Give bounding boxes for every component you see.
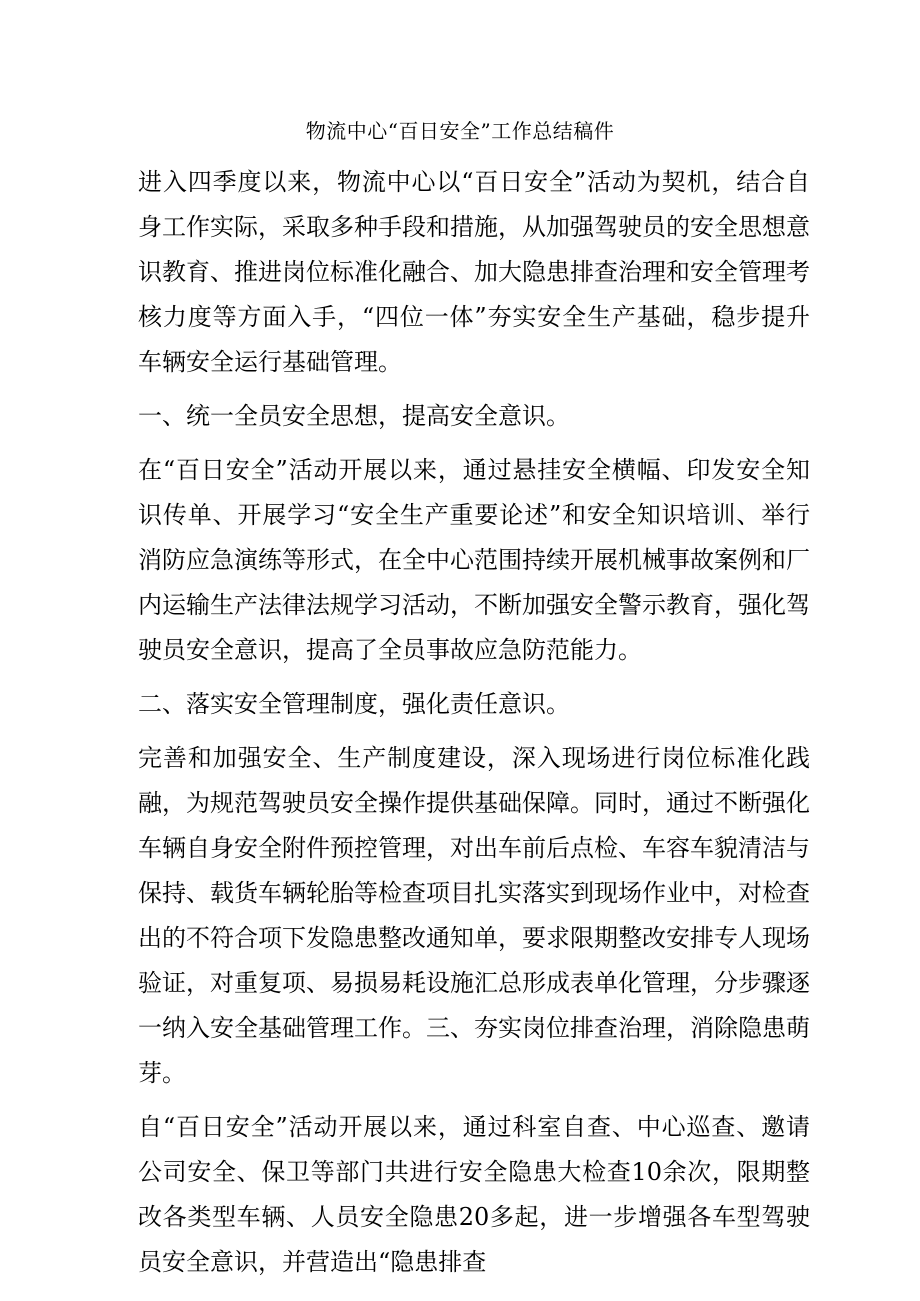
- section-heading-2: 二、落实安全管理制度，强化责任意识。: [138, 690, 570, 718]
- intro-paragraph: 进入四季度以来，物流中心以“百日安全”活动为契机，结合自身工作实际，采取多种手段和措施，从加强驾驶员的安全思想意识教育、推进岗位标准化融合、加大隐患排查治理和安全管理考核力度等方面入手，“四位一体”夯实安全生产基础，稳步提升车辆安全运行基础管理。: [138, 168, 810, 376]
- document-title: 物流中心“百日安全”工作总结稿件: [305, 119, 615, 143]
- document-body: [138, 160, 810, 1294]
- section-paragraph-3: 自“百日安全”活动开展以来，通过科室自查、中心巡查、邀请公司安全、保卫等部门共进行安全隐患大检查10余次，限期整改各类型车辆、人员安全隐患20多起，进一步增强各车型驾驶员安全意识，并营造出“隐患排查: [138, 1113, 810, 1276]
- section-paragraph-1: 在“百日安全”活动开展以来，通过悬挂安全横幅、印发安全知识传单、开展学习“安全生产重要论述”和安全知识培训、举行消防应急演练等形式，在全中心范围持续开展机械事故案例和厂内运输生产法律法规学习活动，不断加强安全警示教育，强化驾驶员安全意识，提高了全员事故应急防范能力。: [138, 456, 810, 664]
- section-paragraph-2: 完善和加强安全、生产制度建设，深入现场进行岗位标准化践融，为规范驾驶员安全操作提供基础保障。同时，通过不断强化车辆自身安全附件预控管理，对出车前后点检、车容车貌清洁与保持、载货车辆轮胎等检查项目扎实落实到现场作业中，对检查出的不符合项下发隐患整改通知单，要求限期整改安排专人现场验证，对重复项、易损易耗设施汇总形成表单化管理，分步骤逐一纳入安全基础管理工作。三、夯实岗位排查治理，消除隐患萌芽。: [138, 744, 810, 1087]
- section-heading-1: 一、统一全员安全思想，提高安全意识。: [138, 402, 570, 430]
